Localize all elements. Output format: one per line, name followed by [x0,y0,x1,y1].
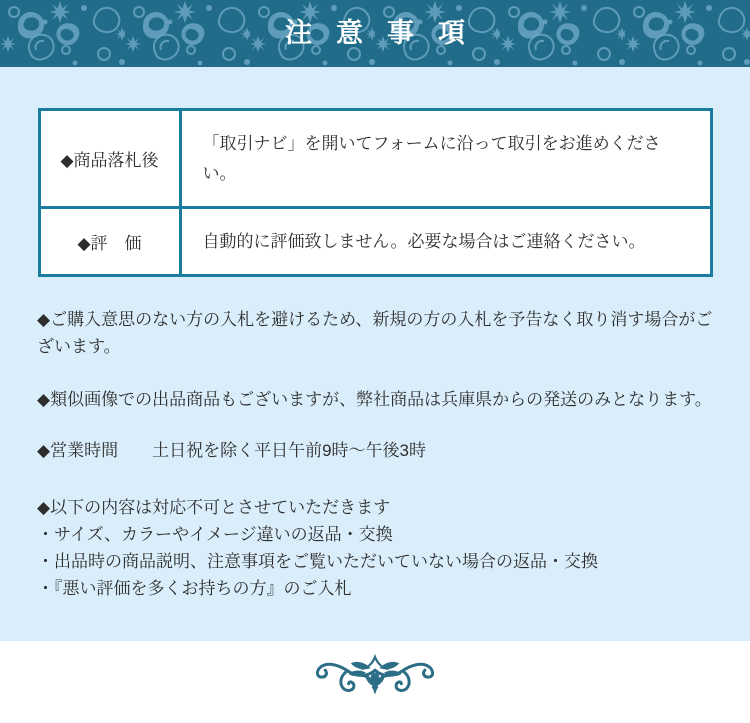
list-item: ・出品時の商品説明、注意事項をご覧いただいていない場合の返品・交換 [37,552,598,571]
table-row-description: 自動的に評価致しません。必要な場合はご連絡ください。 [180,208,711,276]
note-business-hours: ◆営業時間 土日祝を除く平日午前9時～午後3時 [37,441,426,460]
footer [0,641,750,723]
note-not-supported-title: ◆以下の内容は対応不可とさせていただきます [37,498,391,517]
list-item: ・『悪い評価を多くお持ちの方』のご入札 [37,579,352,598]
notes-list [37,306,713,602]
note-shipping: ◆類似画像での出品商品もございますが、弊社商品は兵庫県からの発送のみとなります。 [37,390,712,409]
list-item: ・サイズ、カラーやイメージ違いの返品・交換 [37,525,393,544]
table-row [39,208,711,276]
content-section [0,67,750,641]
table-row-description: 「取引ナビ」を開いてフォームに沿って取引をお進めください。 [180,110,711,208]
page-title: 注 意 事 項 [284,18,474,48]
table-row-label: ◆評 価 [39,208,180,276]
flourish-divider-icon [292,652,458,699]
table-row [39,110,711,208]
notice-table [38,108,713,277]
header [0,0,750,67]
table-row-label: ◆商品落札後 [39,110,180,208]
note-not-supported [37,494,713,602]
note-bid-cancel: ◆ご購入意思のない方の入札を避けるため、新規の方の入札を予告なく取り消す場合がございます。 [37,310,713,356]
